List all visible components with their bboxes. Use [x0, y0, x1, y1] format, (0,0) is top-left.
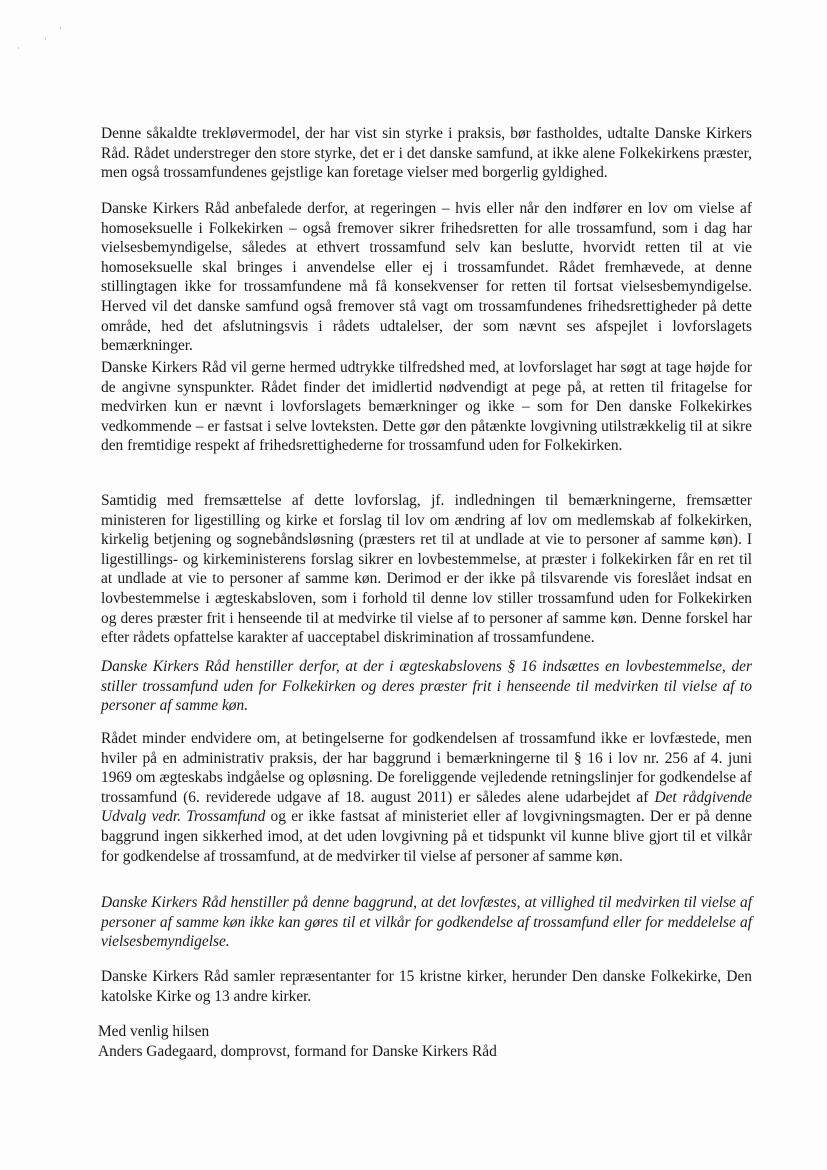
- paragraph-trekloevermodel: Denne såkaldte trekløvermodel, der har vist sin styrke i praksis, bør fastholdes, udtalte Danske Kirkers Råd. Rådet understreger den store styrke, det er i det danske samfund, at ikke alene Folkekirkens præster, men også trossamfundenes gejstlige kan foretage vielser med borgerlig gyldighed.: [101, 125, 752, 182]
- paragraph-medlemmer: Danske Kirkers Råd samler repræsentanter for 15 kristne kirker, herunder Den danske Folkekirke, Den katolske Kirke og 13 andre kirker.: [101, 968, 752, 1005]
- scan-speck: ': [60, 26, 62, 36]
- paragraph-anbefaling: Danske Kirkers Råd anbefalede derfor, at regeringen – hvis eller når den indfører en lov om vielse af homoseksuelle i Folkekirken – også fremover sikrer frihedsretten for alle trossamfund, som i dag har vielsesbemyndigelse, således at ethvert trossamfund selv kan beslutte, hvorvidt retten til at vie homoseksuelle skal bringes i anvendelse eller ej i trossamfundet. Rådet fremhævede, at denne stillingtagen ikke for trossamfundene må få konsekvenser for retten til fortsat vielsesbemyndigelse. Herved vil det danske samfund også fremover stå vagt om trossamfundenes frihedsrettigheder på dette område, hed det afslutningsvis i rådets udtalelser, der som nævnt ses afspejlet i lovforslagets bemærkninger.: [101, 200, 752, 355]
- paragraph-diskrimination: Samtidig med fremsættelse af dette lovforslag, jf. indledningen til bemærkningerne, fremsætter ministeren for ligestilling og kirke et forslag til lov om ændring af lov om medlemskab af folkekirken, kirkelig betjening og sognebåndsløsning (præsters ret til at undlade at vie to personer af samme køn). I ligestillings- og kirkeministerens forslag sikrer en lovbestemmelse, at præster i folkekirken får en ret til at undlade at vie to personer af samme køn. Derimod er der ikke på tilsvarende vis foreslået indsat en lovbestemmelse i ægteskabsloven, som i forhold til denne lov stiller trossamfund uden for Folkekirken og deres præster frit i henseende til at medvirke til vielse af to personer af samme køn. Denne forskel har efter rådets opfattelse karakter af uacceptabel diskrimination af trossamfundene.: [101, 492, 752, 647]
- paragraph-henstilling-2: Danske Kirkers Råd henstiller på denne baggrund, at det lovfæstes, at villighed til medvirken til vielse af personer af samme køn ikke kan gøres til et vilkår for godkendelse af trossamfund eller for meddelelse af vielsesbemyndigelse.: [101, 894, 752, 951]
- paragraph-henstilling-1: Danske Kirkers Råd henstiller derfor, at der i ægteskabslovens § 16 indsættes en lovbestemmelse, der stiller trossamfund uden for Folkekirken og deres præster frit i henseende til medvirken til vielse af to personer af samme køn.: [101, 658, 752, 715]
- scan-speck: ·: [44, 34, 47, 44]
- paragraph-godkendelse: [101, 729, 752, 866]
- godkendelse-text-a: Rådet minder endvidere om, at betingelserne for godkendelsen af trossamfund ikke er lovfæstede, men hviler på en administrativ praksis, der har baggrund i bemærkningerne til § 16 i lov nr. 256 af 4. juni 1969 om ægteskabs indgåelse og opløsning. De foreliggende vejledende retningslinjer for godkendelse af trossamfund (6. reviderede udgave af 18. august 2011) er således alene udarbejdet af: [101, 730, 752, 806]
- godkendelse-text-b: og er ikke fastsat af ministeriet eller af lovgivningsmagten. Der er på denne baggrund ingen sikkerhed imod, at det uden lovgivning på et tidspunkt vil kunne blive gjort til et vilkår for godkendelse af trossamfund, at de medvirker til vielse af personer af samme køn.: [101, 808, 752, 865]
- closing-greeting: Med venlig hilsen: [98, 1023, 210, 1040]
- closing-signatory: Anders Gadegaard, domprovst, formand for Danske Kirkers Råd: [98, 1043, 497, 1060]
- udvalg-name: Det rådgivende Udvalg vedr. Trossamfund: [101, 788, 753, 826]
- scan-speck: ·: [17, 43, 20, 53]
- paragraph-tilfredshed: Danske Kirkers Råd vil gerne hermed udtrykke tilfredshed med, at lovforslaget har søgt at tage højde for de angivne synspunkter. Rådet finder det imidlertid nødvendigt at pege på, at retten til fritagelse for medvirken kun er nævnt i lovforslagets bemærkninger og ikke – som for Den danske Folkekirkes vedkommende – er fastsat i selve lovteksten. Dette gør den påtænkte lovgivning utilstrækkelig til at sikre den fremtidige respekt af frihedsrettighederne for trossamfund uden for Folkekirken.: [101, 359, 752, 455]
